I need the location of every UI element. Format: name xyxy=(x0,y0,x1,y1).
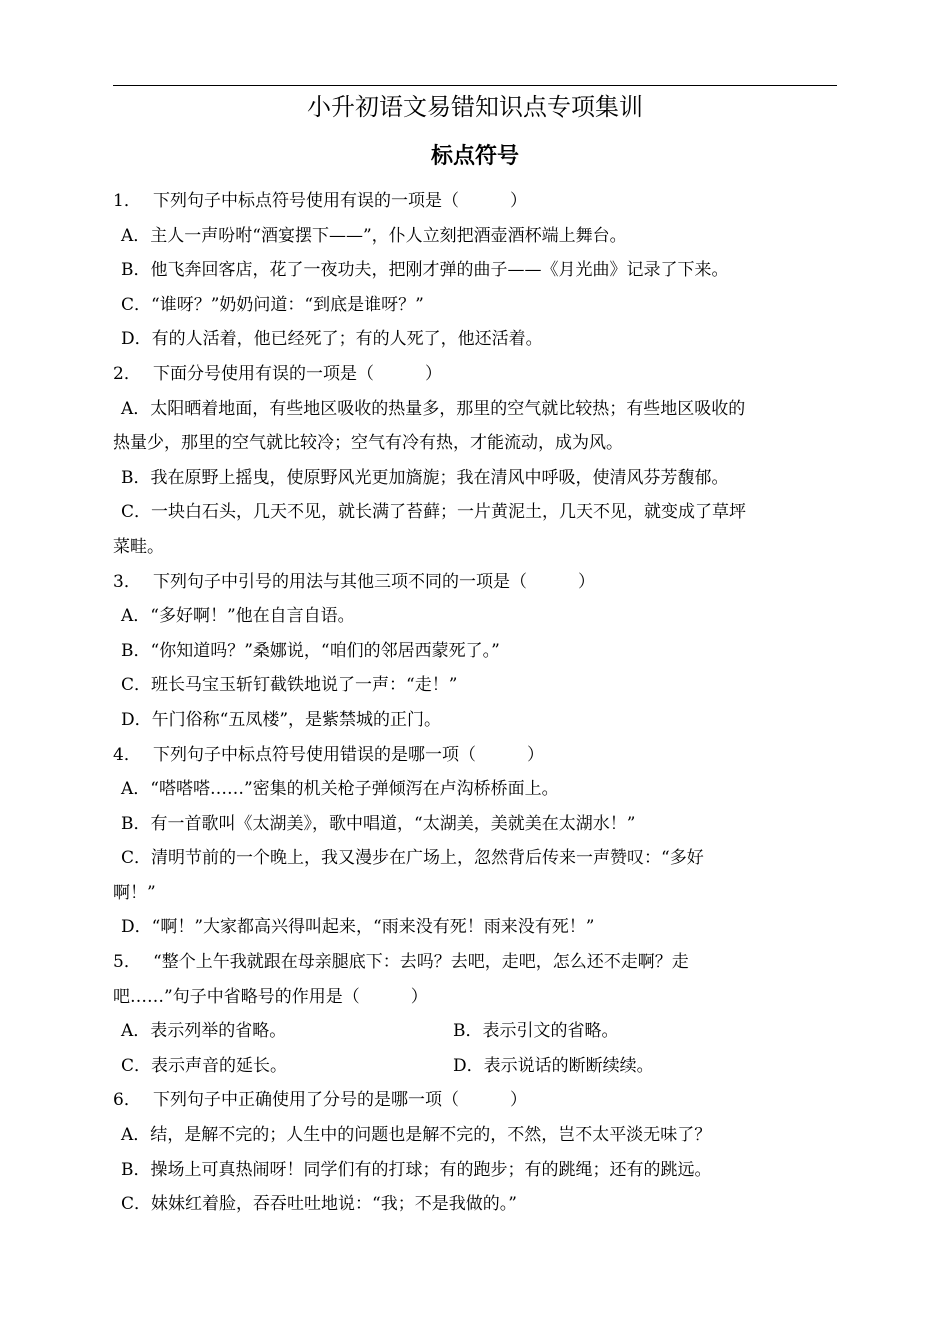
option-item xyxy=(113,461,837,496)
option-letter: B． xyxy=(121,1159,151,1180)
question-text: 下面分号使用有误的一项是（ ） xyxy=(153,363,442,384)
option-letter: C． xyxy=(121,502,152,523)
option-row xyxy=(113,1049,837,1084)
option-letter: D． xyxy=(121,329,152,350)
option-letter: B． xyxy=(453,1021,483,1042)
option-item xyxy=(121,1014,453,1049)
option-text: 结，是解不完的；人生中的问题也是解不完的，不然，岂不太平淡无味了？ xyxy=(150,1125,712,1146)
section-title: 标点符号 xyxy=(430,144,519,169)
question-text: “整个上午我就跟在母亲腿底下：去吗？去吧，走吧，怎么还不走啊？走 xyxy=(153,952,689,973)
option-item xyxy=(453,1014,785,1049)
option-item xyxy=(113,1118,837,1153)
option-item xyxy=(121,1049,453,1084)
option-text: “你知道吗？”桑娜说，“咱们的邻居西蒙死了。” xyxy=(150,640,500,661)
option-letter: A． xyxy=(121,225,151,246)
option-letter: A． xyxy=(121,606,151,627)
question-number: 2． xyxy=(113,363,141,384)
option-item xyxy=(113,634,837,669)
option-text: 主人一声吩咐“酒宴摆下——”，仆人立刻把酒壶酒杯端上舞台。 xyxy=(150,225,627,246)
option-item xyxy=(113,1153,837,1188)
option-item xyxy=(113,219,837,254)
header-rule xyxy=(113,85,837,86)
option-letter: A． xyxy=(121,1021,151,1042)
question-text: 下列句子中正确使用了分号的是哪一项（ ） xyxy=(153,1090,527,1111)
question-text: 下列句子中引号的用法与其他三项不同的一项是（ ） xyxy=(153,571,595,592)
option-letter: A． xyxy=(121,779,151,800)
option-text: 妹妹红着脸，吞吞吐吐地说：“我；不是我做的。” xyxy=(151,1194,517,1215)
option-letter: B． xyxy=(121,260,151,281)
option-letter: A． xyxy=(121,1125,151,1146)
option-letter: D． xyxy=(453,1055,484,1076)
question-stem xyxy=(113,738,837,773)
option-letter: D． xyxy=(121,917,152,938)
option-item xyxy=(113,668,837,703)
option-text: “啊！”大家都高兴得叫起来，“雨来没有死！雨来没有死！” xyxy=(151,917,595,938)
option-item xyxy=(113,841,837,876)
question-list xyxy=(113,184,837,1222)
option-row xyxy=(113,1014,837,1049)
option-text: “多好啊！”他在自言自语。 xyxy=(150,606,355,627)
question-stem xyxy=(113,945,837,980)
question-text: 下列句子中标点符号使用错误的是哪一项（ ） xyxy=(153,744,544,765)
question-number: 1． xyxy=(113,191,141,211)
option-letter: C． xyxy=(121,1194,152,1215)
option-text: 班长马宝玉斩钉截铁地说了一声：“走！” xyxy=(151,675,458,696)
option-letter: B． xyxy=(121,640,151,661)
question-text: 下列句子中标点符号使用有误的一项是（ ） xyxy=(153,191,527,211)
option-item xyxy=(113,288,837,323)
option-item xyxy=(113,772,837,807)
option-item xyxy=(113,807,837,842)
option-text: “谁呀？”奶奶问道：“到底是谁呀？” xyxy=(151,294,424,315)
option-letter: B． xyxy=(121,467,151,488)
question-stem xyxy=(113,1083,837,1118)
option-text: 清明节前的一个晚上，我又漫步在广场上，忽然背后传来一声赞叹：“多好 xyxy=(151,848,704,869)
option-item xyxy=(113,495,837,530)
option-item xyxy=(113,1187,837,1222)
option-letter: C． xyxy=(121,294,152,315)
option-text: “嗒嗒嗒……”密集的机关枪子弹倾泻在卢沟桥桥面上。 xyxy=(150,779,559,800)
question-stem xyxy=(113,565,837,600)
question-stem-continuation: 吧……”句子中省略号的作用是（ ） xyxy=(113,986,428,1007)
option-letter: C． xyxy=(121,675,152,696)
option-text: 表示引文的省略。 xyxy=(482,1021,619,1042)
option-item xyxy=(113,253,837,288)
option-letter: C． xyxy=(121,848,152,869)
option-letter: A． xyxy=(121,398,151,419)
option-text: 表示声音的延长。 xyxy=(151,1055,288,1076)
option-text: 一块白石头，几天不见，就长满了苔藓；一片黄泥土，几天不见，就变成了草坪 xyxy=(151,502,747,523)
option-item xyxy=(113,910,837,945)
option-text: 有一首歌叫《太湖美》，歌中唱道，“太湖美，美就美在太湖水！” xyxy=(150,813,636,834)
question-number: 6． xyxy=(113,1090,141,1111)
question-number: 4． xyxy=(113,744,141,765)
option-letter: B． xyxy=(121,813,151,834)
question-stem xyxy=(113,184,837,219)
option-text: 表示列举的省略。 xyxy=(150,1021,287,1042)
option-text: 表示说话的断断续续。 xyxy=(483,1055,654,1076)
option-continuation: 热量少，那里的空气就比较冷；空气有冷有热，才能流动，成为风。 xyxy=(113,433,623,454)
question-number: 3． xyxy=(113,571,141,592)
option-text: 我在原野上摇曳，使原野风光更加旖旎；我在清风中呼吸，使清风芬芳馥郁。 xyxy=(150,467,729,488)
option-item xyxy=(113,322,837,357)
option-text: 太阳晒着地面，有些地区吸收的热量多，那里的空气就比较热；有些地区吸收的 xyxy=(150,398,746,419)
option-item xyxy=(113,392,837,427)
option-text: 午门俗称“五凤楼”，是紫禁城的正门。 xyxy=(151,709,442,730)
option-continuation: 啊！” xyxy=(113,882,156,903)
option-item xyxy=(453,1049,785,1084)
option-item xyxy=(113,703,837,738)
option-letter: D． xyxy=(121,709,152,730)
document-title: 小升初语文易错知识点专项集训 xyxy=(307,93,643,121)
option-text: 他飞奔回客店，花了一夜功夫，把刚才弹的曲子——《月光曲》记录了下来。 xyxy=(150,260,729,281)
question-stem xyxy=(113,357,837,392)
option-text: 操场上可真热闹呀！同学们有的打球；有的跑步；有的跳绳；还有的跳远。 xyxy=(150,1159,712,1180)
question-number: 5． xyxy=(113,952,141,973)
option-continuation: 菜畦。 xyxy=(113,536,164,557)
option-letter: C． xyxy=(121,1055,152,1076)
option-item xyxy=(113,599,837,634)
option-text: 有的人活着，他已经死了；有的人死了，他还活着。 xyxy=(151,329,543,350)
